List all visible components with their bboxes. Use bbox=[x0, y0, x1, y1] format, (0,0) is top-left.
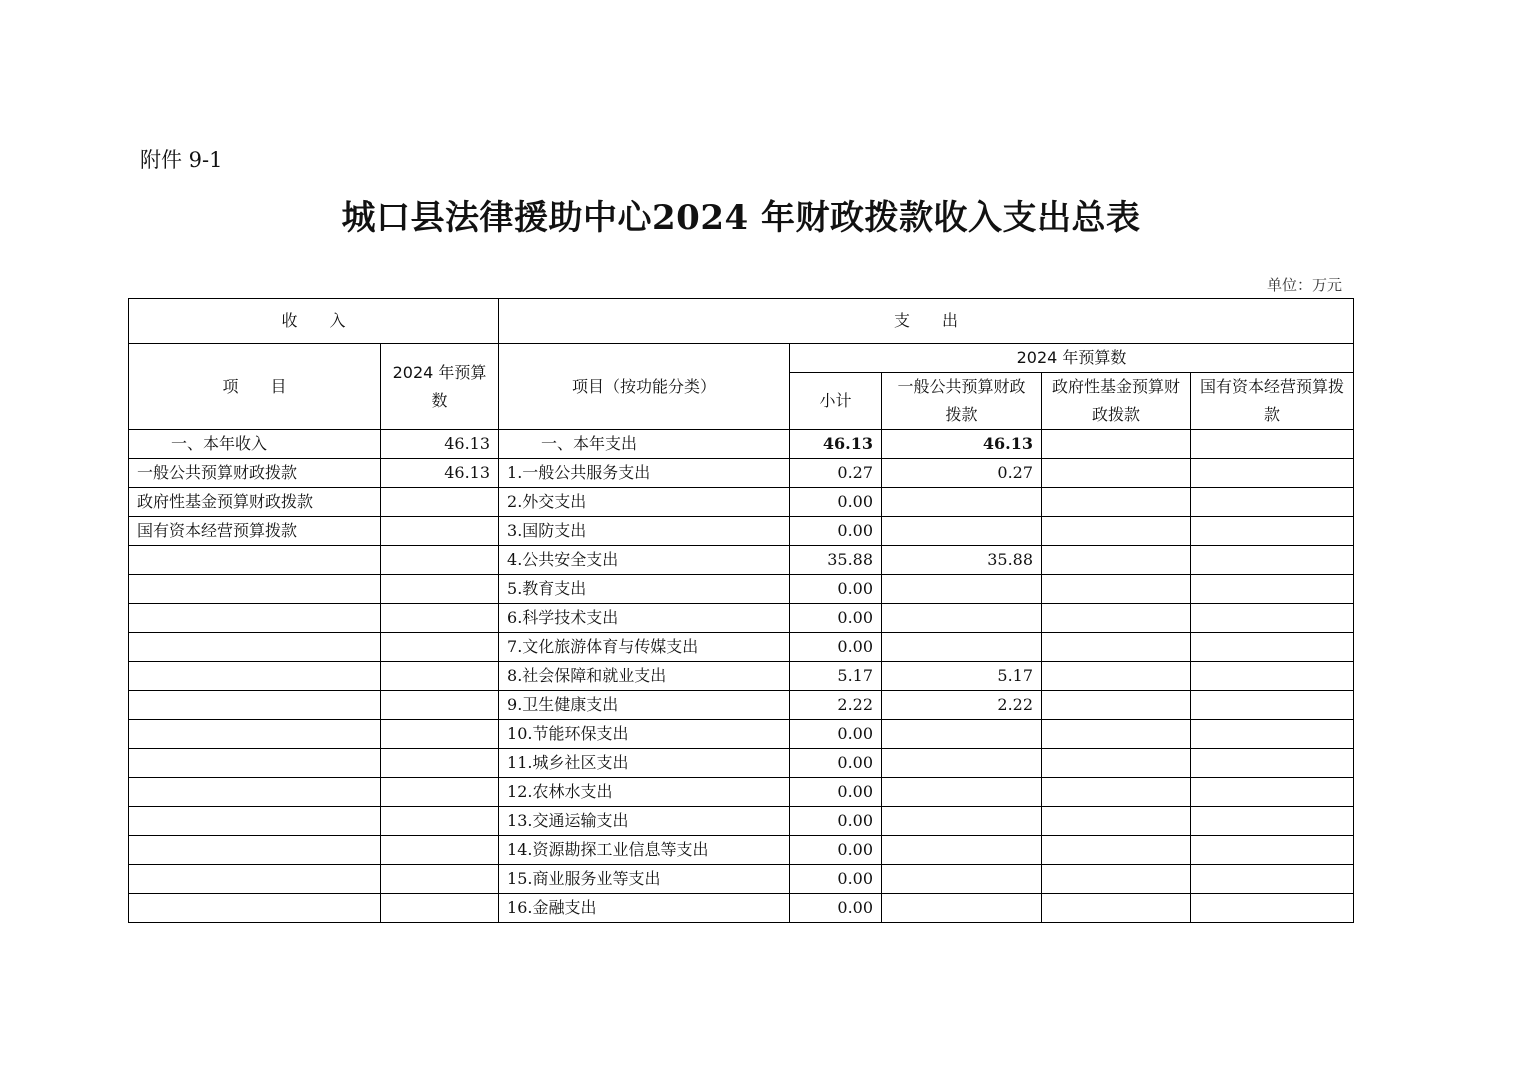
gov-fund-cell bbox=[1042, 604, 1191, 633]
gov-fund-cell bbox=[1042, 778, 1191, 807]
subtotal-cell: 0.00 bbox=[790, 604, 882, 633]
expense-item-header: 项目（按功能分类） bbox=[499, 344, 790, 430]
state-capital-cell bbox=[1191, 865, 1354, 894]
expense-item-cell: 一、本年支出 bbox=[499, 430, 790, 459]
income-value-cell bbox=[381, 807, 499, 836]
gov-fund-header: 政府性基金预算财政拨款 bbox=[1042, 373, 1191, 430]
general-public-cell bbox=[882, 836, 1042, 865]
income-item-cell bbox=[129, 575, 381, 604]
gov-fund-cell bbox=[1042, 633, 1191, 662]
expense-item-cell: 16.金融支出 bbox=[499, 894, 790, 923]
table-row bbox=[129, 488, 1354, 517]
income-item-cell: 一般公共预算财政拨款 bbox=[129, 459, 381, 488]
income-item-cell bbox=[129, 778, 381, 807]
income-item-cell: 政府性基金预算财政拨款 bbox=[129, 488, 381, 517]
subtotal-cell: 0.00 bbox=[790, 633, 882, 662]
state-capital-cell bbox=[1191, 836, 1354, 865]
expense-item-cell: 10.节能环保支出 bbox=[499, 720, 790, 749]
gov-fund-cell bbox=[1042, 575, 1191, 604]
general-public-cell bbox=[882, 488, 1042, 517]
income-value-cell bbox=[381, 546, 499, 575]
income-budget-header: 2024 年预算数 bbox=[381, 344, 499, 430]
general-public-cell: 5.17 bbox=[882, 662, 1042, 691]
table-row bbox=[129, 546, 1354, 575]
state-capital-cell bbox=[1191, 691, 1354, 720]
subtotal-cell: 0.00 bbox=[790, 807, 882, 836]
income-value-cell: 46.13 bbox=[381, 459, 499, 488]
expense-item-cell: 1.一般公共服务支出 bbox=[499, 459, 790, 488]
table-row bbox=[129, 720, 1354, 749]
subtotal-cell: 0.00 bbox=[790, 865, 882, 894]
gov-fund-cell bbox=[1042, 836, 1191, 865]
subtotal-cell: 35.88 bbox=[790, 546, 882, 575]
budget-table bbox=[128, 298, 1354, 923]
expense-item-cell: 4.公共安全支出 bbox=[499, 546, 790, 575]
general-public-cell bbox=[882, 807, 1042, 836]
table-row bbox=[129, 836, 1354, 865]
subtotal-cell: 0.00 bbox=[790, 836, 882, 865]
income-value-cell: 46.13 bbox=[381, 430, 499, 459]
state-capital-cell bbox=[1191, 517, 1354, 546]
subtotal-cell: 0.00 bbox=[790, 778, 882, 807]
general-public-header: 一般公共预算财政拨款 bbox=[882, 373, 1042, 430]
gov-fund-cell bbox=[1042, 459, 1191, 488]
header-row-1 bbox=[129, 299, 1354, 344]
gov-fund-cell bbox=[1042, 749, 1191, 778]
income-item-cell bbox=[129, 633, 381, 662]
subtotal-cell: 0.00 bbox=[790, 575, 882, 604]
gov-fund-cell bbox=[1042, 488, 1191, 517]
gov-fund-cell bbox=[1042, 894, 1191, 923]
general-public-cell bbox=[882, 894, 1042, 923]
unit-label: 单位：万元 bbox=[1266, 276, 1342, 294]
income-item-header: 项 目 bbox=[129, 344, 381, 430]
income-value-cell bbox=[381, 894, 499, 923]
subtotal-cell: 0.00 bbox=[790, 488, 882, 517]
state-capital-cell bbox=[1191, 894, 1354, 923]
state-capital-cell bbox=[1191, 604, 1354, 633]
gov-fund-cell bbox=[1042, 720, 1191, 749]
table-row bbox=[129, 749, 1354, 778]
income-header: 收 入 bbox=[129, 299, 499, 344]
expense-item-cell: 7.文化旅游体育与传媒支出 bbox=[499, 633, 790, 662]
state-capital-cell bbox=[1191, 575, 1354, 604]
gov-fund-cell bbox=[1042, 691, 1191, 720]
state-capital-cell bbox=[1191, 430, 1354, 459]
table-row bbox=[129, 894, 1354, 923]
gov-fund-cell bbox=[1042, 807, 1191, 836]
gov-fund-cell bbox=[1042, 517, 1191, 546]
state-capital-cell bbox=[1191, 459, 1354, 488]
expense-item-cell: 8.社会保障和就业支出 bbox=[499, 662, 790, 691]
expense-item-cell: 3.国防支出 bbox=[499, 517, 790, 546]
income-item-cell bbox=[129, 749, 381, 778]
income-value-cell bbox=[381, 662, 499, 691]
income-item-cell bbox=[129, 546, 381, 575]
general-public-cell: 0.27 bbox=[882, 459, 1042, 488]
table-row bbox=[129, 865, 1354, 894]
state-capital-cell bbox=[1191, 807, 1354, 836]
expense-item-cell: 9.卫生健康支出 bbox=[499, 691, 790, 720]
expense-header: 支 出 bbox=[499, 299, 1354, 344]
table-row bbox=[129, 691, 1354, 720]
state-capital-cell bbox=[1191, 546, 1354, 575]
state-capital-cell bbox=[1191, 488, 1354, 517]
state-capital-header: 国有资本经营预算拨款 bbox=[1191, 373, 1354, 430]
gov-fund-cell bbox=[1042, 662, 1191, 691]
expense-item-cell: 2.外交支出 bbox=[499, 488, 790, 517]
expense-item-cell: 12.农林水支出 bbox=[499, 778, 790, 807]
header-row-2 bbox=[129, 344, 1354, 373]
table-row bbox=[129, 662, 1354, 691]
income-item-cell: 一、本年收入 bbox=[129, 430, 381, 459]
page-title: 城口县法律援助中心2024 年财政拨款收入支出总表 bbox=[341, 198, 1141, 238]
general-public-cell: 46.13 bbox=[882, 430, 1042, 459]
income-value-cell bbox=[381, 865, 499, 894]
expense-item-cell: 13.交通运输支出 bbox=[499, 807, 790, 836]
general-public-cell bbox=[882, 720, 1042, 749]
table-row bbox=[129, 604, 1354, 633]
income-item-cell bbox=[129, 691, 381, 720]
income-item-cell bbox=[129, 865, 381, 894]
income-item-cell bbox=[129, 604, 381, 633]
state-capital-cell bbox=[1191, 633, 1354, 662]
income-value-cell bbox=[381, 691, 499, 720]
subtotal-cell: 2.22 bbox=[790, 691, 882, 720]
gov-fund-cell bbox=[1042, 865, 1191, 894]
table-row bbox=[129, 633, 1354, 662]
subtotal-cell: 0.00 bbox=[790, 517, 882, 546]
general-public-cell bbox=[882, 633, 1042, 662]
income-item-cell bbox=[129, 807, 381, 836]
income-value-cell bbox=[381, 836, 499, 865]
subtotal-cell: 0.00 bbox=[790, 749, 882, 778]
budget-group-header: 2024 年预算数 bbox=[790, 344, 1354, 373]
table-row bbox=[129, 459, 1354, 488]
subtotal-cell: 0.00 bbox=[790, 720, 882, 749]
table-body bbox=[129, 430, 1354, 923]
subtotal-cell: 46.13 bbox=[790, 430, 882, 459]
income-value-cell bbox=[381, 633, 499, 662]
income-item-cell: 国有资本经营预算拨款 bbox=[129, 517, 381, 546]
income-value-cell bbox=[381, 517, 499, 546]
gov-fund-cell bbox=[1042, 546, 1191, 575]
attachment-label: 附件 9-1 bbox=[140, 148, 223, 172]
general-public-cell: 35.88 bbox=[882, 546, 1042, 575]
general-public-cell bbox=[882, 604, 1042, 633]
subtotal-cell: 0.27 bbox=[790, 459, 882, 488]
gov-fund-cell bbox=[1042, 430, 1191, 459]
income-value-cell bbox=[381, 720, 499, 749]
income-value-cell bbox=[381, 604, 499, 633]
income-item-cell bbox=[129, 662, 381, 691]
state-capital-cell bbox=[1191, 778, 1354, 807]
table-row bbox=[129, 517, 1354, 546]
income-value-cell bbox=[381, 778, 499, 807]
income-item-cell bbox=[129, 836, 381, 865]
general-public-cell bbox=[882, 517, 1042, 546]
expense-item-cell: 14.资源勘探工业信息等支出 bbox=[499, 836, 790, 865]
general-public-cell: 2.22 bbox=[882, 691, 1042, 720]
table-row bbox=[129, 778, 1354, 807]
state-capital-cell bbox=[1191, 720, 1354, 749]
income-item-cell bbox=[129, 720, 381, 749]
expense-item-cell: 6.科学技术支出 bbox=[499, 604, 790, 633]
state-capital-cell bbox=[1191, 749, 1354, 778]
income-value-cell bbox=[381, 749, 499, 778]
general-public-cell bbox=[882, 865, 1042, 894]
table-row bbox=[129, 807, 1354, 836]
general-public-cell bbox=[882, 778, 1042, 807]
general-public-cell bbox=[882, 575, 1042, 604]
subtotal-header: 小计 bbox=[790, 373, 882, 430]
subtotal-cell: 0.00 bbox=[790, 894, 882, 923]
general-public-cell bbox=[882, 749, 1042, 778]
income-item-cell bbox=[129, 894, 381, 923]
income-value-cell bbox=[381, 575, 499, 604]
expense-item-cell: 5.教育支出 bbox=[499, 575, 790, 604]
table-row bbox=[129, 575, 1354, 604]
state-capital-cell bbox=[1191, 662, 1354, 691]
income-value-cell bbox=[381, 488, 499, 517]
expense-item-cell: 11.城乡社区支出 bbox=[499, 749, 790, 778]
expense-item-cell: 15.商业服务业等支出 bbox=[499, 865, 790, 894]
table-row bbox=[129, 430, 1354, 459]
subtotal-cell: 5.17 bbox=[790, 662, 882, 691]
